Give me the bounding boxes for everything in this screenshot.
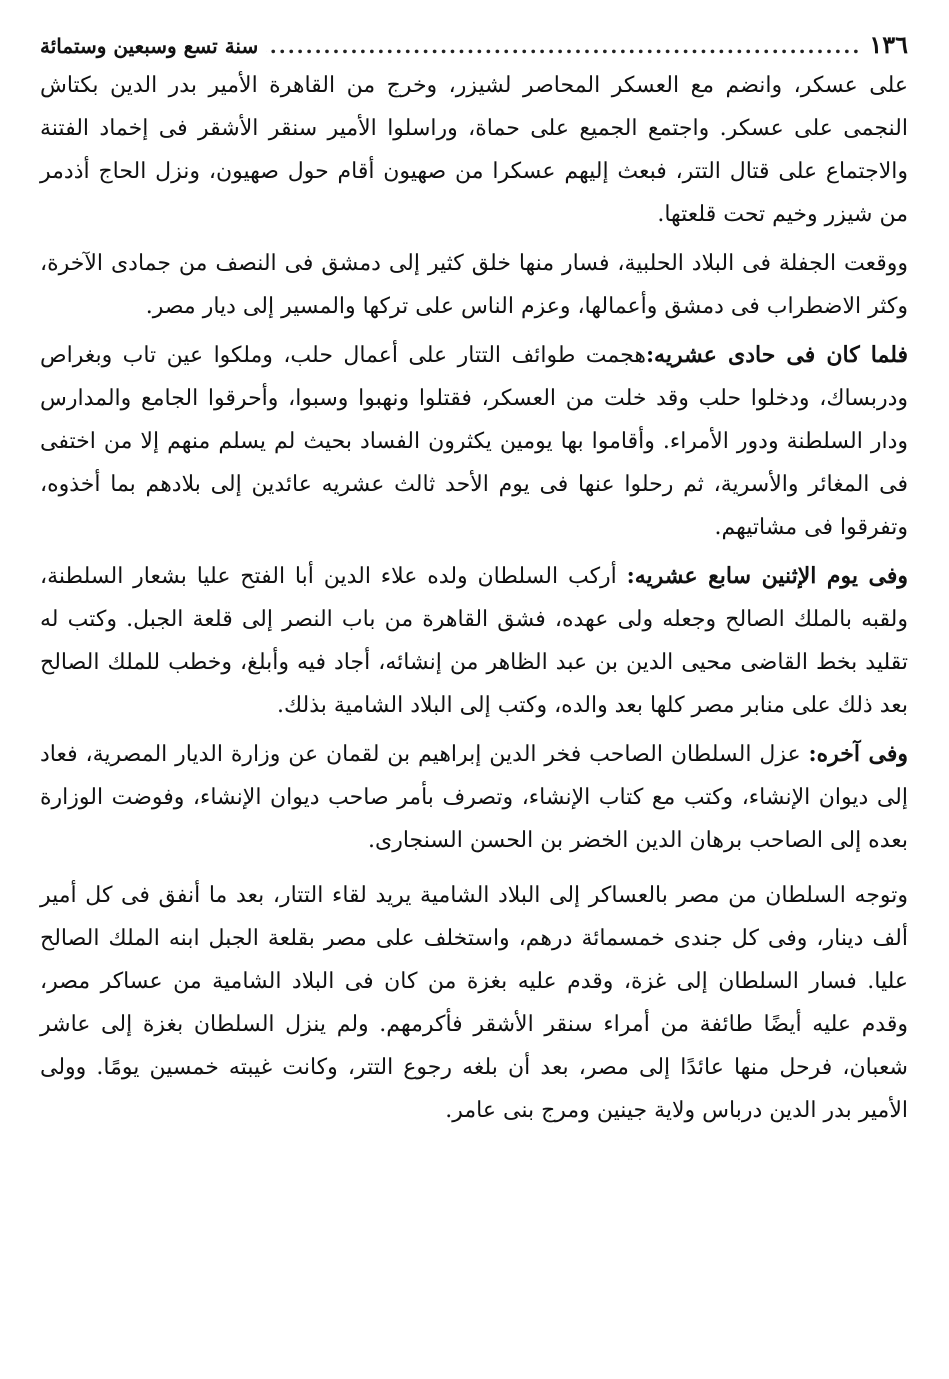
paragraph-1 — [40, 64, 908, 236]
running-header — [40, 30, 908, 64]
paragraph-lead: فلما كان فى حادى عشريه: — [645, 342, 909, 368]
page-number: ١٣٦ — [869, 30, 908, 59]
paragraph-3 — [40, 334, 908, 549]
paragraph-5 — [40, 733, 908, 862]
running-title: سنة تسع وسبعين وستمائة — [40, 34, 259, 58]
paragraph-2 — [40, 242, 908, 328]
paragraph-text: على عسكر، وانضم مع العسكر المحاصر لشيزر، وخرج من القاهرة الأمير بدر الدين بكتاش النجمى على عسكر. واجتمع الجميع على حماة، وراسلوا الأمير سنقر الأشقر فى إخماد الفتنة والاجتماع على قتال التتر، فبعث إليهم عسكرا من صهيون أقام حول صهيون، ونزل الحاج أذدمر من شيزر وخيم تحت قلعتها. — [40, 73, 908, 227]
dotted-leader — [266, 34, 861, 58]
paragraph-4 — [40, 555, 908, 727]
paragraph-6 — [40, 874, 908, 1132]
paragraph-text: ووقعت الجفلة فى البلاد الحلبية، فسار منها خلق كثير إلى دمشق فى النصف من جمادى الآخرة، وكثر الاضطراب فى دمشق وأعمالها، وعزم الناس على تركها والمسير إلى ديار مصر. — [40, 251, 908, 319]
paragraph-text: عزل السلطان الصاحب فخر الدين إبراهيم بن لقمان عن وزارة الديار المصرية، فعاد إلى ديوان الإنشاء، وكتب مع كتاب الإنشاء، وتصرف بأمر صاحب ديوان الإنشاء، وفوضت الوزارة بعده إلى الصاحب برهان الدين الخضر بن الحسن السنجارى. — [40, 742, 908, 853]
paragraph-text: أركب السلطان ولده علاء الدين أبا الفتح عليا بشعار السلطنة، ولقبه بالملك الصالح وجعله ولى عهده، فشق القاهرة من باب النصر إلى قلعة الجبل. وكتب له تقليد بخط القاضى محيى الدين بن عبد الظاهر من إنشائه، أجاد فيه وأبلغ، وخطب للملك الصالح بعد ذلك على منابر مصر كلها بعد والده، وكتب إلى البلاد الشامية بذلك. — [40, 564, 908, 718]
paragraph-text: هجمت طوائف التتار على أعمال حلب، وملكوا عين تاب وبغراص ودربساك، ودخلوا حلب وقد خلت من العسكر، فقتلوا ونهبوا وسبوا، وأحرقوا الجامع والمدارس ودار السلطنة ودور الأمراء. وأقاموا بها يومين يكثرون الفساد بحيث لم يسلم منهم إلا من اختفى فى المغائر والأسرية، ثم رحلوا عنها فى يوم الأحد ثالث عشريه عائدين إلى بلادهم بما أخذوه، وتفرقوا فى مشاتيهم. — [40, 343, 908, 540]
book-page — [40, 30, 908, 1350]
paragraph-lead: وفى آخره: — [808, 741, 908, 767]
paragraph-lead: وفى يوم الإثنين سابع عشريه: — [626, 563, 908, 589]
paragraph-text: وتوجه السلطان من مصر بالعساكر إلى البلاد الشامية يريد لقاء التتار، بعد ما أنفق فى كل أمير ألف دينار، وفى كل جندى خمسمائة درهم، واستخلف على مصر بقلعة الجبل ابنه الملك الصالح عليا. فسار السلطان إلى غزة، وقدم عليه بغزة من كان فى البلاد الشامية من عساكر مصر، وقدم عليه أيضًا طائفة من أمراء سنقر الأشقر فأكرمهم. ولم ينزل السلطان بغزة إلى عاشر شعبان، فرحل منها عائدًا إلى مصر، بعد أن بلغه رجوع التتر، وكانت غيبته خمسين يومًا. وولى الأمير بدر الدين درباس ولاية جينين ومرج بنى عامر. — [40, 883, 908, 1123]
